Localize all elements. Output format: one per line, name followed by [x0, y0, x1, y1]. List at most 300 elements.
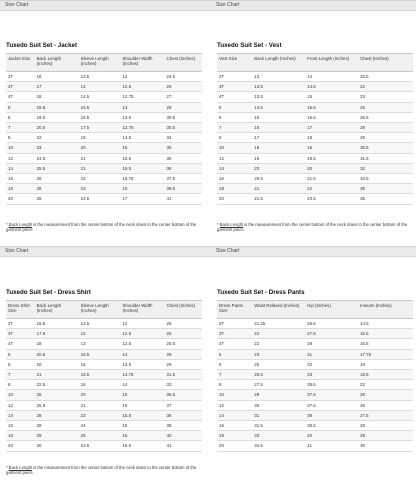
table-cell: 31 — [305, 349, 358, 359]
table-cell: 29 — [35, 421, 79, 431]
table-cell: 15.5 — [305, 102, 358, 112]
table-cell: 35 — [358, 184, 413, 194]
table-cell: 4T — [217, 92, 252, 102]
table-cell: 12 — [79, 329, 121, 339]
size-table — [217, 300, 413, 452]
table-cell: 26.5 — [358, 112, 413, 122]
column-header: Hip (Inches) — [305, 301, 358, 319]
table-cell: 28 — [305, 339, 358, 349]
table-cell: 2T — [217, 319, 252, 329]
table-row — [217, 72, 413, 82]
table-cell: 19 — [79, 133, 121, 143]
table-row — [6, 184, 202, 194]
table-cell: 14 — [305, 72, 358, 82]
table-cell: 14.5 — [252, 102, 305, 112]
table-cell: 18 — [79, 380, 121, 390]
table-cell: 35.5 — [165, 390, 202, 400]
table-cell: 16 — [6, 421, 35, 431]
table-cell: 31.5 — [165, 370, 202, 380]
table-header-row — [6, 301, 202, 319]
table-cell: 20 — [217, 441, 252, 451]
table-cell: 14.5 — [120, 133, 164, 143]
table-cell: 18 — [35, 339, 79, 349]
table-cell: 29 — [358, 431, 413, 441]
table-row — [6, 72, 202, 82]
table-cell: 20.5 — [358, 72, 413, 82]
table-cell: 17 — [120, 194, 164, 204]
table-cell: 6 — [6, 112, 35, 122]
back-length-link[interactable]: Back Length — [219, 222, 244, 227]
table-cell: 30.5 — [165, 123, 202, 133]
table-cell: 35.5 — [305, 380, 358, 390]
table-row — [217, 143, 413, 153]
table-cell: 28 — [358, 123, 413, 133]
table-cell: 20 — [6, 194, 35, 204]
back-length-note: * Back Length is the measurement from the center bottom of the neck down to the center bottom of the garment piece. — [6, 222, 197, 233]
table-cell: 13 — [79, 339, 121, 349]
column-header: Shoulder Width (Inches) — [120, 54, 164, 72]
table-cell: 4T — [217, 339, 252, 349]
table-cell: 33 — [165, 380, 202, 390]
back-length-note: * Back Length is the measurement from the center bottom of the neck down to the center bottom of the garment piece. — [217, 222, 408, 233]
table-cell: 28 — [35, 184, 79, 194]
column-header: Back Length (Inches) — [35, 301, 79, 319]
column-header: Sleeve Length (Inches) — [79, 54, 121, 72]
table-cell: 14 — [6, 163, 35, 173]
table-cell: 16 — [79, 359, 121, 369]
table-row — [217, 390, 413, 400]
table-cell: 14 — [217, 410, 252, 420]
table-row — [6, 349, 202, 359]
table-cell: 8 — [6, 133, 35, 143]
table-cell: 5 — [217, 349, 252, 359]
table-cell: 25 — [79, 431, 121, 441]
table-cell: 26 — [165, 329, 202, 339]
table-row — [217, 102, 413, 112]
table-cell: 23 — [252, 349, 305, 359]
table-cell: 10 — [6, 143, 35, 153]
table-row — [217, 319, 413, 329]
table-row — [6, 400, 202, 410]
table-cell: 15 — [120, 400, 164, 410]
table-cell: 22 — [305, 184, 358, 194]
column-header: Back Length (Inches) — [35, 54, 79, 72]
table-cell: 17.5 — [35, 329, 79, 339]
size-chart-header-bar-bottom — [0, 246, 416, 257]
table-cell: 20 — [217, 194, 252, 204]
table-cell: 18 — [217, 184, 252, 194]
table-cell: 31 — [252, 410, 305, 420]
table-cell: 16.5 — [35, 319, 79, 329]
table-cell: 17 — [252, 133, 305, 143]
table-cell: 5 — [6, 349, 35, 359]
table-cell: 40 — [165, 431, 202, 441]
table-cell: 14 — [6, 410, 35, 420]
table-cell: 15 — [252, 112, 305, 122]
table-cell: 13.5 — [120, 359, 164, 369]
table-cell: 22 — [358, 380, 413, 390]
table-row — [217, 163, 413, 173]
table-row — [217, 370, 413, 380]
table-row — [217, 441, 413, 451]
table-cell: 18 — [35, 92, 79, 102]
table-row — [6, 112, 202, 122]
table-cell: 38 — [305, 410, 358, 420]
table-cell: 14.5 — [305, 82, 358, 92]
table-row — [6, 319, 202, 329]
table-cell: 8 — [217, 380, 252, 390]
size-chart-header-bar-top — [0, 0, 416, 11]
size-chart-label: Size Chart — [5, 2, 29, 8]
table-cell: 25 — [35, 390, 79, 400]
table-cell: 25.5 — [35, 163, 79, 173]
table-cell: 26 — [35, 174, 79, 184]
table-cell: 7 — [6, 370, 35, 380]
table-cell: 37.5 — [305, 390, 358, 400]
table-cell: 4T — [6, 92, 35, 102]
column-header: Shoulder Width (Inches) — [120, 301, 164, 319]
table-cell: 12 — [217, 400, 252, 410]
table-cell: 37.5 — [165, 174, 202, 184]
table-cell: 13.5 — [252, 82, 305, 92]
table-cell: 17 — [305, 123, 358, 133]
table-cell: 36 — [165, 163, 202, 173]
table-cell: 8 — [6, 380, 35, 390]
table-cell: 15 — [120, 390, 164, 400]
table-row — [217, 82, 413, 92]
table-cell: 15.5 — [120, 153, 164, 163]
column-header: Chest (Inches) — [358, 54, 413, 72]
table-cell: 22 — [358, 82, 413, 92]
column-header: Jacket Size — [6, 54, 35, 72]
table-row — [217, 339, 413, 349]
table-cell: 28 — [35, 194, 79, 204]
table-cell: 16 — [217, 421, 252, 431]
table-cell: 15.5 — [120, 163, 164, 173]
table-cell: 39.5 — [165, 184, 202, 194]
table-cell: 33 — [305, 370, 358, 380]
table-cell: 26.5 — [35, 400, 79, 410]
table-cell: 12.5 — [79, 319, 121, 329]
table-cell: 27 — [165, 92, 202, 102]
table-cell: 16 — [120, 431, 164, 441]
table-header-row — [217, 54, 413, 72]
table-cell: 25 — [358, 102, 413, 112]
column-header: Chest (Inches) — [165, 54, 202, 72]
table-cell: 10 — [6, 390, 35, 400]
table-cell: 26 — [358, 390, 413, 400]
table-cell: 19 — [305, 143, 358, 153]
table-cell: 38 — [165, 410, 202, 420]
size-chart-label: Size Chart — [216, 248, 240, 254]
table-cell: 12 — [120, 72, 164, 82]
table-cell: 19.5 — [35, 102, 79, 112]
table-cell: 12.75 — [120, 92, 164, 102]
note-text: is the measurement from the center bottom of the neck down to the center bottom of the garment piece. — [6, 222, 197, 233]
table-cell: 41 — [305, 441, 358, 451]
table-cell: 18 — [252, 143, 305, 153]
table-cell: 18 — [6, 184, 35, 194]
table-cell: 14.5 — [358, 319, 413, 329]
table-row — [6, 421, 202, 431]
table-cell: 16 — [120, 184, 164, 194]
table-cell: 13.75 — [120, 123, 164, 133]
table-row — [217, 194, 413, 204]
panel-title: Tuxedo Suit Set - Vest — [217, 42, 282, 49]
table-cell: 5 — [217, 102, 252, 112]
table-cell: 19.5 — [305, 153, 358, 163]
table-cell: 22 — [252, 339, 305, 349]
table-cell: 13.5 — [79, 72, 121, 82]
table-cell: 21 — [79, 153, 121, 163]
panel-title: Tuxedo Suit Set - Dress Pants — [217, 289, 305, 296]
table-cell: 26.5 — [165, 339, 202, 349]
table-cell: 22 — [252, 329, 305, 339]
table-cell: 3T — [6, 329, 35, 339]
table-cell: 5 — [6, 102, 35, 112]
table-cell: 18 — [217, 431, 252, 441]
table-cell: 12 — [6, 400, 35, 410]
table-cell: 2T — [6, 319, 35, 329]
table-cell: 15.75 — [120, 174, 164, 184]
table-row — [217, 184, 413, 194]
table-cell: 2T — [217, 72, 252, 82]
table-cell: 14 — [217, 163, 252, 173]
table-cell: 15.5 — [358, 329, 413, 339]
table-cell: 16 — [217, 174, 252, 184]
table-cell: 20 — [79, 143, 121, 153]
table-cell: 41 — [165, 441, 202, 451]
table-cell: 26 — [358, 400, 413, 410]
table-cell: 14 — [79, 82, 121, 92]
table-cell: 16 — [252, 123, 305, 133]
table-row — [6, 143, 202, 153]
table-cell: 24.5 — [165, 72, 202, 82]
column-header: Sleeve Length (Inches) — [79, 301, 121, 319]
table-cell: 12 — [6, 153, 35, 163]
table-cell: 14 — [120, 380, 164, 390]
table-cell: 16 — [120, 421, 164, 431]
table-cell: 12.5 — [120, 82, 164, 92]
table-cell: 39 — [165, 421, 202, 431]
table-row — [6, 370, 202, 380]
table-cell: 15.5 — [120, 410, 164, 420]
table-cell: 4T — [6, 339, 35, 349]
table-cell: 30 — [252, 400, 305, 410]
table-cell: 13.5 — [120, 112, 164, 122]
table-row — [217, 431, 413, 441]
table-row — [6, 123, 202, 133]
table-cell: 29 — [35, 431, 79, 441]
table-cell: 37.5 — [305, 400, 358, 410]
table-cell: 28 — [165, 349, 202, 359]
table-row — [6, 441, 202, 451]
table-cell: 17 — [35, 82, 79, 92]
table-cell: 15 — [305, 92, 358, 102]
table-cell: 16 — [6, 174, 35, 184]
table-row — [217, 410, 413, 420]
table-cell: 28 — [35, 410, 79, 420]
table-row — [6, 390, 202, 400]
table-cell: 23 — [79, 184, 121, 194]
table-cell: 16.5 — [79, 370, 121, 380]
table-row — [217, 359, 413, 369]
table-cell: 15.5 — [79, 349, 121, 359]
table-row — [217, 92, 413, 102]
column-header: Waist Relaxed (Inches) — [252, 301, 305, 319]
size-chart-label: Size Chart — [216, 2, 240, 8]
table-row — [217, 133, 413, 143]
table-cell: 28 — [358, 421, 413, 431]
table-cell: 21.5 — [252, 194, 305, 204]
table-header-row — [6, 54, 202, 72]
table-cell: 13 — [252, 72, 305, 82]
table-cell: 17.5 — [79, 123, 121, 133]
table-cell: 7 — [217, 123, 252, 133]
table-row — [217, 174, 413, 184]
table-row — [6, 153, 202, 163]
table-cell: 41 — [165, 194, 202, 204]
table-cell: 30.5 — [165, 112, 202, 122]
table-cell: 19 — [358, 359, 413, 369]
table-cell: 20.5 — [35, 123, 79, 133]
table-row — [6, 194, 202, 204]
table-row — [6, 102, 202, 112]
table-cell: 24.5 — [79, 194, 121, 204]
table-cell: 23 — [358, 92, 413, 102]
table-cell: 34.5 — [252, 441, 305, 451]
table-row — [6, 329, 202, 339]
table-cell: 3T — [217, 329, 252, 339]
table-row — [6, 82, 202, 92]
table-cell: 8 — [217, 133, 252, 143]
table-cell: 27.5 — [358, 410, 413, 420]
table-cell: 12.5 — [120, 339, 164, 349]
panel-title: Tuxedo Suit Set - Jacket — [6, 42, 78, 49]
table-cell: 18 — [305, 133, 358, 143]
table-cell: 26 — [165, 82, 202, 92]
column-header: Vest Size — [217, 54, 252, 72]
table-cell: 22.5 — [35, 380, 79, 390]
table-cell: 21.25 — [252, 319, 305, 329]
table-cell: 30 — [35, 441, 79, 451]
table-cell: 20.5 — [252, 174, 305, 184]
table-cell: 22 — [35, 133, 79, 143]
column-header: Dress Pants Size — [217, 301, 252, 319]
table-cell: 36 — [358, 194, 413, 204]
table-cell: 6 — [217, 112, 252, 122]
table-cell: 40 — [305, 431, 358, 441]
table-cell: 16 — [35, 72, 79, 82]
table-header-row — [217, 301, 413, 319]
table-row — [6, 410, 202, 420]
note-text: is the measurement from the center bottom of the neck down to the center bottom of the garment piece. — [217, 222, 408, 233]
table-cell: 10 — [217, 390, 252, 400]
table-cell: 34 — [165, 133, 202, 143]
table-cell: 13.5 — [252, 92, 305, 102]
table-cell: 29 — [252, 390, 305, 400]
table-row — [217, 153, 413, 163]
column-header: Dress Shirt Size — [6, 301, 35, 319]
table-row — [217, 349, 413, 359]
table-row — [6, 339, 202, 349]
size-table — [6, 300, 202, 452]
back-length-link[interactable]: Back Length — [8, 465, 33, 470]
table-cell: 32 — [358, 163, 413, 173]
table-cell: 26.5 — [305, 319, 358, 329]
table-cell: 19.5 — [35, 112, 79, 122]
column-header: Front Length (Inches) — [305, 54, 358, 72]
back-length-link[interactable]: Back Length — [8, 222, 33, 227]
table-row — [6, 174, 202, 184]
table-cell: 10 — [217, 143, 252, 153]
table-row — [6, 431, 202, 441]
panel-title: Tuxedo Suit Set - Dress Shirt — [6, 289, 91, 296]
table-cell: 31.5 — [358, 153, 413, 163]
table-cell: 17.75 — [358, 349, 413, 359]
table-cell: 23.5 — [305, 194, 358, 204]
size-chart-label: Size Chart — [5, 248, 29, 254]
table-cell: 3T — [6, 82, 35, 92]
table-row — [217, 329, 413, 339]
table-cell: 16.5 — [358, 339, 413, 349]
table-cell: 35 — [165, 143, 202, 153]
table-cell: 12 — [120, 319, 164, 329]
table-cell: 19 — [252, 153, 305, 163]
table-cell: 7 — [217, 370, 252, 380]
table-row — [6, 163, 202, 173]
table-cell: 37 — [165, 400, 202, 410]
table-cell: 25 — [252, 359, 305, 369]
table-cell: 13 — [120, 102, 164, 112]
table-row — [217, 380, 413, 390]
table-cell: 12.5 — [120, 329, 164, 339]
table-cell: 27.5 — [305, 329, 358, 339]
table-cell: 20 — [252, 163, 305, 173]
column-header: Inseam (Inches) — [358, 301, 413, 319]
table-row — [6, 133, 202, 143]
table-cell: 20 — [6, 441, 35, 451]
table-cell: 21.5 — [305, 174, 358, 184]
table-cell: 22 — [79, 174, 121, 184]
column-header: Chest (Inches) — [165, 301, 202, 319]
table-cell: 29 — [165, 102, 202, 112]
table-cell: 15 — [120, 143, 164, 153]
table-cell: 20 — [35, 359, 79, 369]
table-row — [217, 421, 413, 431]
table-row — [6, 380, 202, 390]
table-cell: 39.5 — [305, 421, 358, 431]
table-cell: 25 — [165, 319, 202, 329]
table-cell: 2T — [6, 72, 35, 82]
table-cell: 31.5 — [252, 421, 305, 431]
table-cell: 13.75 — [120, 370, 164, 380]
table-cell: 3T — [217, 82, 252, 92]
table-cell: 15.5 — [79, 102, 121, 112]
table-cell: 20 — [79, 390, 121, 400]
back-length-note: * Back Length is the measurement from the center bottom of the neck down to the center bottom of the garment piece. — [6, 465, 197, 476]
table-cell: 20.5 — [35, 349, 79, 359]
table-cell: 16.5 — [305, 112, 358, 122]
table-cell: 6 — [217, 359, 252, 369]
table-cell: 36 — [165, 153, 202, 163]
table-cell: 24 — [79, 421, 121, 431]
table-cell: 7 — [6, 123, 35, 133]
table-cell: 21 — [35, 370, 79, 380]
note-text: is the measurement from the center bottom of the neck down to the center bottom of the garment piece. — [6, 465, 197, 476]
table-cell: 21 — [79, 400, 121, 410]
table-cell: 26.5 — [252, 370, 305, 380]
